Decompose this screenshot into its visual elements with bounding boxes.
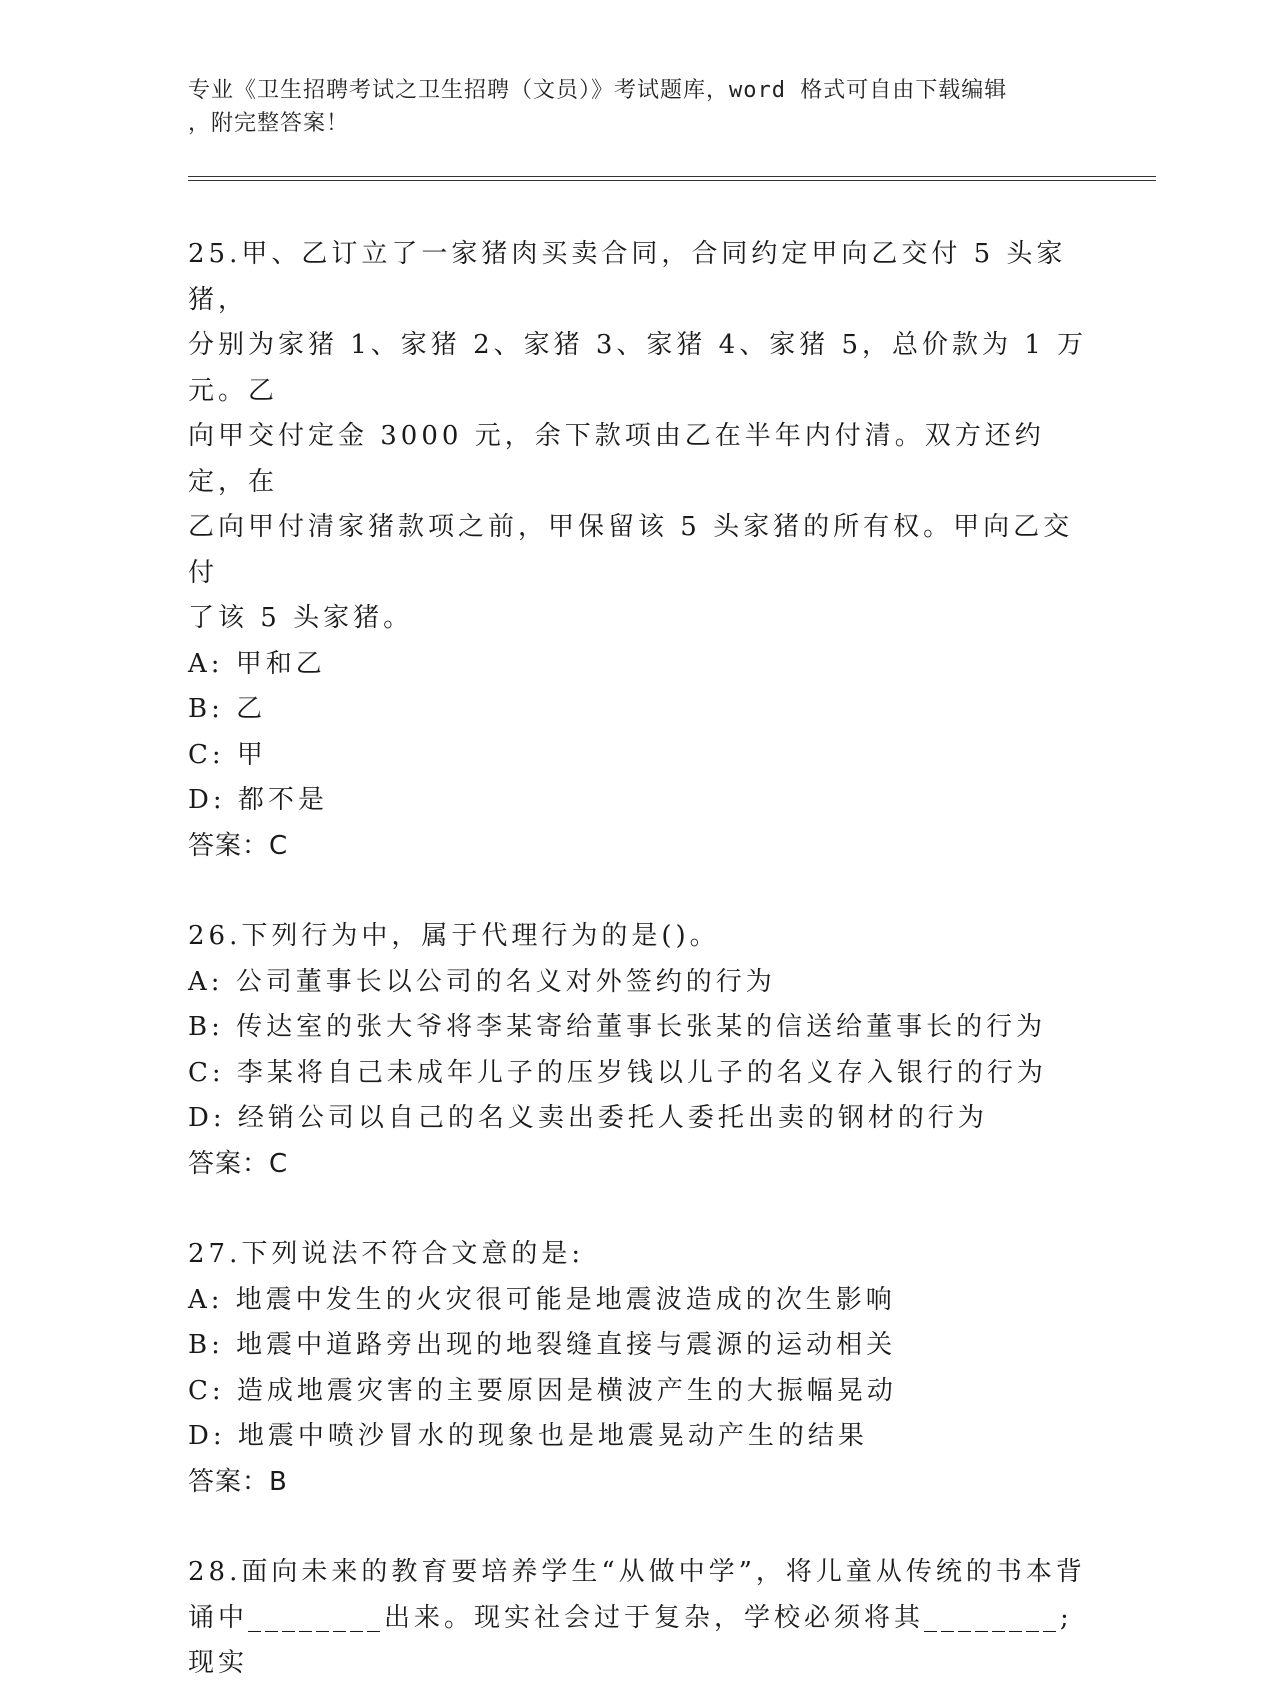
question-text-line: 28.面向未来的教育要培养学生“从做中学”，将儿童从传统的书本背 (188, 1557, 1086, 1587)
question-text-line: 25.甲、乙订立了一家猪肉买卖合同，合同约定甲向乙交付 5 头家猪， (188, 239, 1067, 315)
question-text-line: 了该 5 头家猪。 (188, 603, 414, 633)
question-25 (188, 232, 1088, 869)
option-d: D: 经销公司以自己的名义卖出委托人委托出卖的钢材的行为 (188, 1103, 988, 1133)
option-a: A: 地震中发生的火灾很可能是地震波造成的次生影响 (188, 1284, 896, 1315)
header-divider (188, 176, 1156, 181)
spacer (188, 869, 1088, 914)
option-c: C: 造成地震灾害的主要原因是横波产生的大振幅晃动 (188, 1375, 897, 1406)
answer-line: 答案：C (188, 830, 289, 861)
question-text-line: 26.下列行为中，属于代理行为的是()。 (188, 921, 720, 951)
option-a: A: 甲和乙 (188, 648, 326, 679)
question-text-line: 诵中________出来。现实社会过于复杂，学校必须将其________;现实 (188, 1602, 1073, 1678)
option-d: D: 地震中喷沙冒水的现象也是地震晃动产生的结果 (188, 1421, 868, 1451)
question-27 (188, 1232, 1088, 1505)
question-text-line: 乙向甲付清家猪款项之前，甲保留该 5 头家猪的所有权。甲向乙交付 (188, 512, 1074, 588)
option-b: B: 地震中道路旁出现的地裂缝直接与震源的运动相关 (188, 1330, 897, 1360)
header-line-1: 专业《卫生招聘考试之卫生招聘（文员）》考试题库，word 格式可自由下载编辑 (188, 78, 1008, 103)
question-text-line: 27.下列说法不符合文意的是: (188, 1239, 585, 1269)
question-text-line: 向甲交付定金 3000 元，余下款项由乙在半年内付清。双方还约定，在 (188, 421, 1045, 497)
option-d: D: 都不是 (188, 785, 328, 815)
option-c: C: 李某将自己未成年儿子的压岁钱以儿子的名义存入银行的行为 (188, 1057, 1047, 1088)
option-b: B: 乙 (188, 694, 267, 724)
option-b: B: 传达室的张大爷将李某寄给董事长张某的信送给董事长的行为 (188, 1012, 1047, 1042)
answer-line: 答案：C (188, 1148, 289, 1179)
answer-line: 答案：B (188, 1466, 288, 1497)
question-text-line: 分别为家猪 1、家猪 2、家猪 3、家猪 4、家猪 5，总价款为 1 万元。乙 (188, 330, 1088, 406)
option-a: A: 公司董事长以公司的名义对外签约的行为 (188, 966, 776, 997)
page-header (188, 74, 1088, 140)
question-26 (188, 914, 1088, 1187)
option-c: C: 甲 (188, 739, 267, 770)
spacer (188, 1187, 1088, 1232)
question-list (188, 232, 1088, 1687)
spacer (188, 1505, 1088, 1550)
header-line-2: ，附完整答案！ (188, 111, 350, 136)
question-28 (188, 1550, 1088, 1687)
